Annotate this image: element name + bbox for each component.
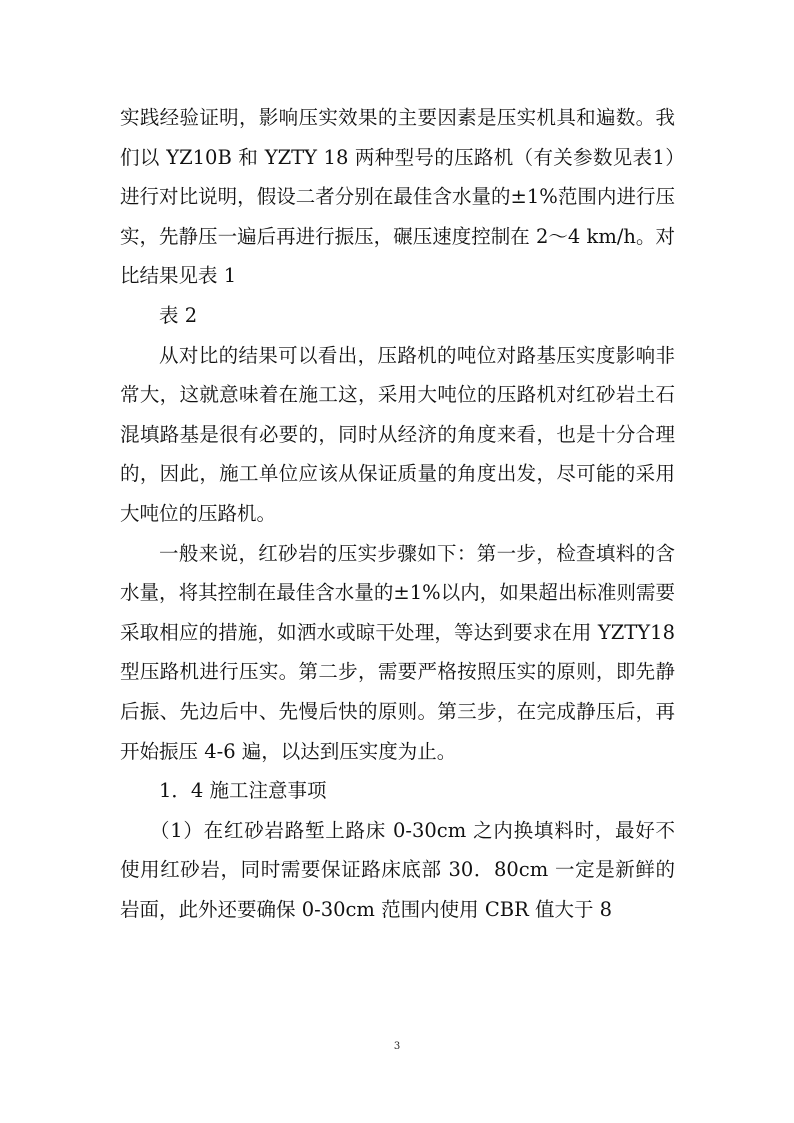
section-heading-precautions: 1．4 施工注意事项 xyxy=(159,779,327,803)
paragraph-comparison-result: 从对比的结果可以看出，压路机的吨位对路基压实度影响非常大，这就意味着在施工这，采用大吨位的压路机对红砂岩土石混填路基是很有必要的，同时从经济的角度来看，也是十分合理的，因此，施工单位应该从保证质量的角度出发，尽可能的采用大吨位的压路机。 xyxy=(120,343,675,525)
paragraph-compaction-steps: 一般来说，红砂岩的压实步骤如下：第一步，检查填料的含水量，将其控制在最佳含水量的±1%以内，如果超出标准则需要采取相应的措施，如洒水或晾干处理，等达到要求在用 YZTY18 型压路机进行压实。第二步，需要严格按照压实的原则，即先静后振、先边后中、先慢后快的原则。第三步，在完成静压后，再开始振压 4-6 遍，以达到压实度为止。 xyxy=(120,541,675,763)
paragraph-compaction-factors: 实践经验证明，影响压实效果的主要因素是压实机具和遍数。我们以 YZ10B 和 YZTY 18 两种型号的压路机（有关参数见表1）进行对比说明，假设二者分别在最佳含水量的±1%范围内进行压实，先静压一遍后再进行振压，碾压速度控制在 2～4 km/h。对比结果见表 1 xyxy=(120,106,675,288)
paragraph-precaution-1: （1）在红砂岩路堑上路床 0-30cm 之内换填料时，最好不使用红砂岩，同时需要保证路床底部 30．80cm 一定是新鲜的岩面，此外还要确保 0-30cm 范围内使用 CBR 值大于 8 xyxy=(120,818,675,921)
table-caption: 表 2 xyxy=(159,303,198,327)
document-body xyxy=(120,98,675,929)
page-number: 3 xyxy=(393,1041,401,1052)
